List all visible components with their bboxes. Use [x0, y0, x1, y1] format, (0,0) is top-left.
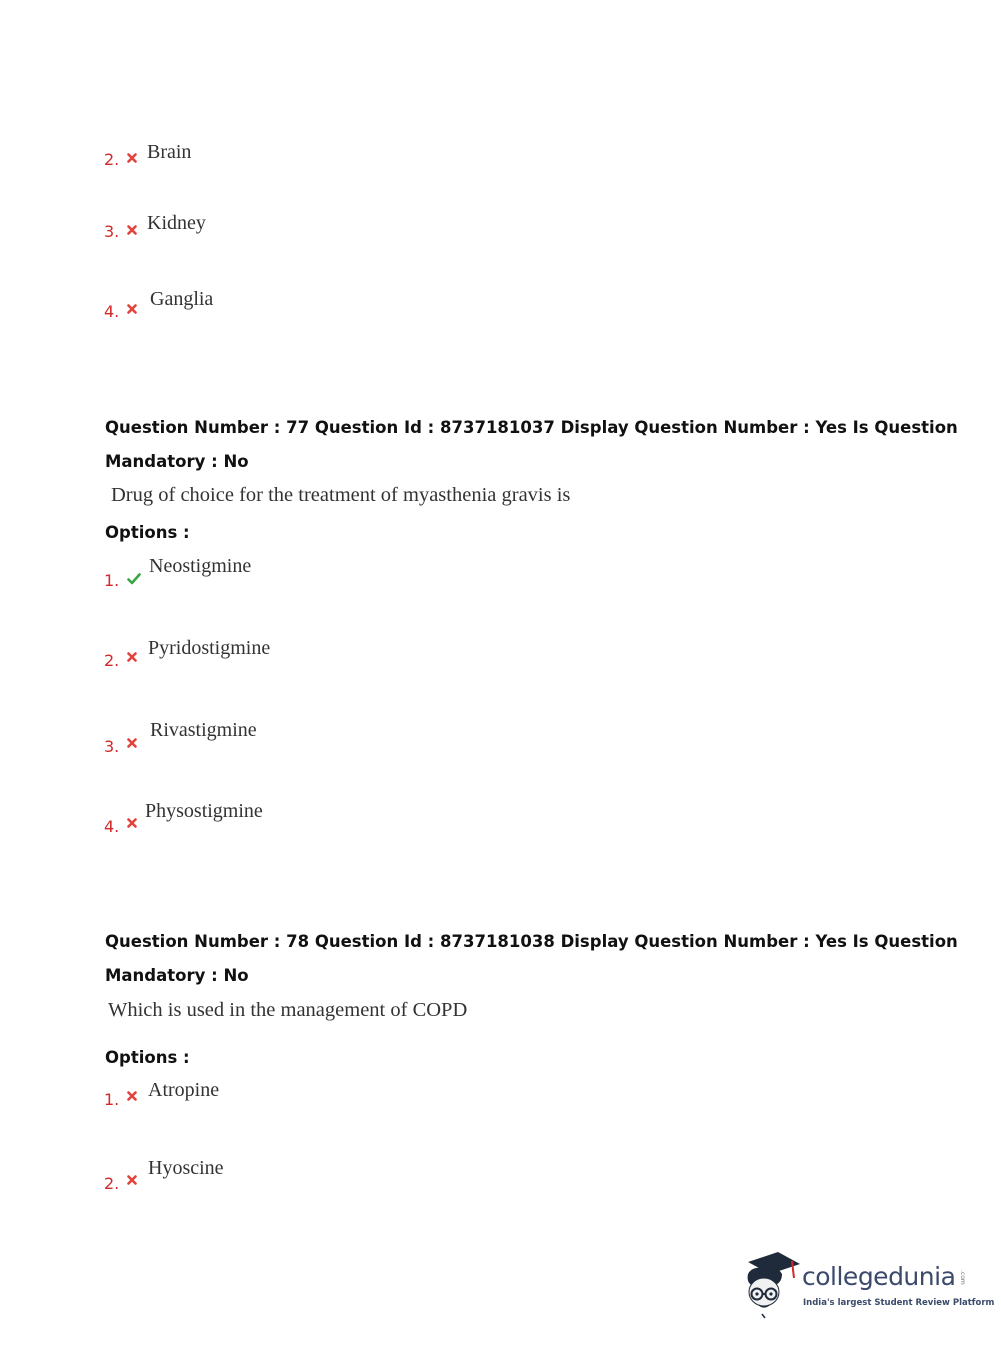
question-text: Which is used in the management of COPD [108, 999, 468, 1021]
cross-icon [126, 651, 138, 663]
question-text: Drug of choice for the treatment of myasthenia gravis is [111, 484, 571, 506]
logo-wordmark: collegedunia [802, 1262, 956, 1291]
option-text: Neostigmine [149, 555, 252, 577]
option-number: 1. [104, 571, 120, 590]
option-text: Ganglia [150, 288, 214, 310]
option-text: Rivastigmine [150, 719, 257, 741]
options-label: Options : [105, 523, 190, 542]
cross-icon [126, 817, 138, 829]
cross-icon [126, 303, 138, 315]
option-text: Kidney [147, 212, 206, 234]
option-text: Hyoscine [148, 1157, 224, 1179]
mascot-icon [742, 1248, 802, 1322]
option-number: 2. [104, 1174, 120, 1193]
question-header: Question Number : 77 Question Id : 8737181037 Display Question Number : Yes Is Question [105, 418, 958, 437]
option-number: 3. [104, 737, 120, 756]
cross-icon [126, 152, 138, 164]
option-number: 4. [104, 817, 120, 836]
cross-icon [126, 1174, 138, 1186]
question-mandatory: Mandatory : No [105, 966, 249, 985]
logo-tagline: India's largest Student Review Platform [803, 1298, 995, 1308]
option-text: Atropine [148, 1079, 220, 1101]
option-text: Brain [147, 141, 192, 163]
option-number: 2. [104, 150, 120, 169]
question-mandatory: Mandatory : No [105, 452, 249, 471]
check-icon [126, 573, 142, 585]
cross-icon [126, 737, 138, 749]
question-header: Question Number : 78 Question Id : 8737181038 Display Question Number : Yes Is Question [105, 932, 958, 951]
option-number: 4. [104, 302, 120, 321]
logo-suffix: .com [959, 1270, 966, 1285]
collegedunia-logo [742, 1248, 995, 1322]
options-label: Options : [105, 1048, 190, 1067]
option-number: 3. [104, 222, 120, 241]
option-text: Pyridostigmine [148, 637, 271, 659]
cross-icon [126, 1090, 138, 1102]
option-text: Physostigmine [145, 800, 263, 822]
option-number: 2. [104, 651, 120, 670]
option-number: 1. [104, 1090, 120, 1109]
cross-icon [126, 224, 138, 236]
